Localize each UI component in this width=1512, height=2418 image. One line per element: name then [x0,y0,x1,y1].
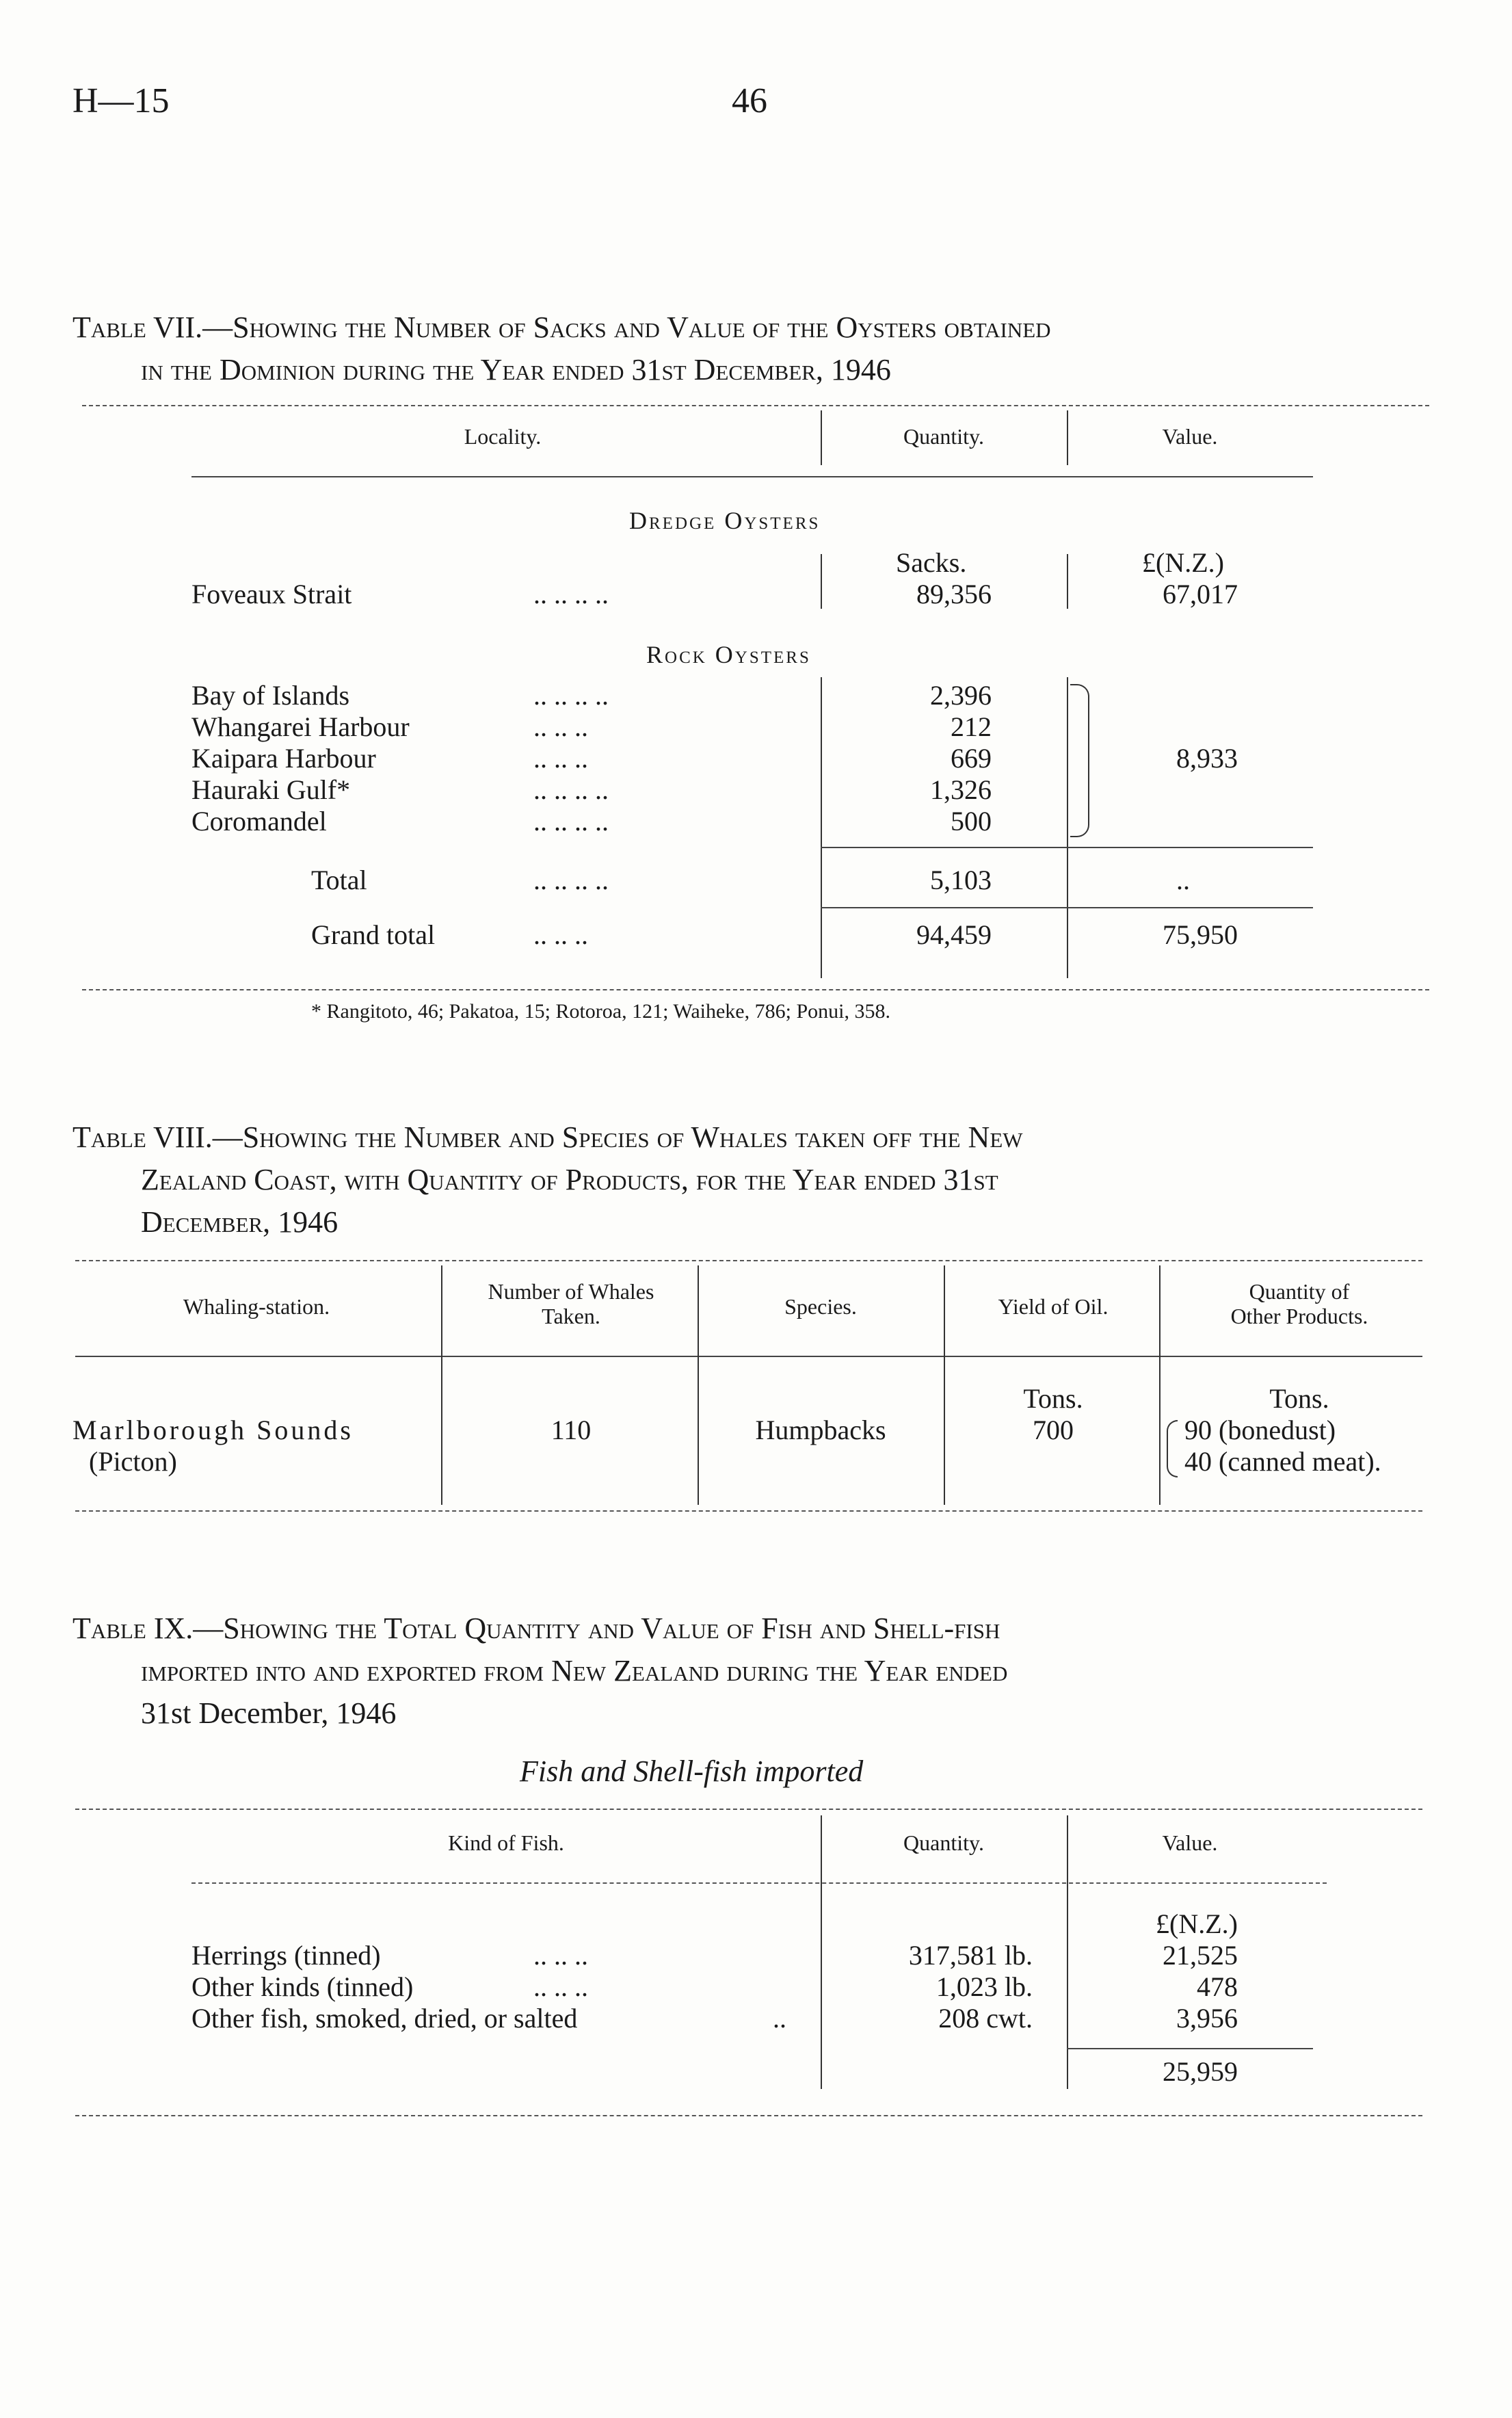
table7-rock-locality: Hauraki Gulf* [191,774,351,805]
table7-title [72,306,1427,391]
table7-rock-locality: Kaipara Harbour [191,743,376,774]
table9-row-quantity: 1,023 lb. [936,1971,1033,2002]
table8-col-number-line1: Number of Whales [488,1279,654,1304]
table7-rock-dots: .. .. .. [533,743,588,774]
table7-dredge-divider-2 [1067,554,1068,609]
table8-title-line2: Zealand Coast, with Quantity of Products, for the Year ended 31st [141,1163,998,1196]
table9-row-value: 478 [1197,1971,1238,2002]
table7-col-locality: Locality. [464,424,542,449]
table8-other-line2: 40 (canned meat). [1184,1446,1381,1477]
table7-rock-quantity: 669 [951,743,992,774]
table7-head-divider-1 [821,410,822,465]
table7-dredge-divider-1 [821,554,822,609]
table9-col-value: Value. [1162,1830,1218,1855]
table9-row-quantity: 208 cwt. [938,2003,1033,2034]
table9-col-kind: Kind of Fish. [448,1830,564,1855]
table8-divider-1 [441,1265,442,1505]
table7-rock-quantity: 212 [951,711,992,742]
table9-row-dots: .. .. .. [533,1971,588,2002]
table9-total-value: 25,959 [1163,2056,1238,2087]
table9-total-rule [1067,2048,1313,2049]
table7-grand-label: Grand total [311,919,436,950]
table7-rock-dots: .. .. .. .. [533,774,609,805]
table7-rock-quantity: 500 [951,806,992,837]
table7-head-divider-2 [1067,410,1068,465]
table7-title-line1: Table VII.—Showing the Number of Sacks and Value of the Oysters obtained [72,311,1051,344]
table8-title-line1: Table VIII.—Showing the Number and Species of Whales taken off the New [72,1120,1023,1154]
table7-dredge-quantity: 89,356 [916,579,992,609]
table7-col-value: Value. [1162,424,1218,449]
table7-bottom-rule [82,989,1429,990]
table7-rock-locality: Whangarei Harbour [191,711,410,742]
table9-row-kind: Other kinds (tinned) [191,1971,414,2002]
table9-title [72,1607,1427,1735]
table7-total-dots: .. .. .. .. [533,865,609,895]
table9-row-value: 3,956 [1176,2003,1238,2034]
table8-top-rule [75,1260,1422,1261]
table8-col-number-line2: Taken. [542,1304,600,1328]
table9-subheading: Fish and Shell-fish imported [520,1755,864,1788]
table8-unit-other: Tons. [1269,1383,1329,1414]
table7-body-divider-2 [1067,677,1068,978]
table8-species: Humpbacks [755,1415,886,1445]
table7-subtotal-rule [821,847,1313,848]
table8-col-species: Species. [784,1294,857,1319]
table8-col-other [1163,1279,1436,1328]
table7-rock-locality: Bay of Islands [191,680,350,711]
table8-head-rule [75,1356,1422,1357]
table7-unit-value: £(N.Z.) [1142,547,1224,578]
table8-yield: 700 [1033,1415,1074,1445]
table9-divider-1 [821,1815,822,2089]
table8-divider-3 [944,1265,945,1505]
table7-dredge-locality: Foveaux Strait [191,579,352,609]
table7-rock-value: 8,933 [1176,743,1238,774]
table7-rock-dots: .. .. .. .. [533,680,609,711]
table7-body-divider-1 [821,677,822,978]
table9-row-value: 21,525 [1163,1940,1238,1971]
table9-row-kind: Herrings (tinned) [191,1940,381,1971]
table7-top-rule [82,405,1429,406]
table9-row-dots: .. .. .. [533,1940,588,1971]
table8-divider-4 [1159,1265,1160,1505]
table9-title-line1: Table IX.—Showing the Total Quantity and Value of Fish and Shell-fish [72,1612,1000,1645]
table8-col-yield: Yield of Oil. [998,1294,1109,1319]
table7-grand-rule [821,907,1313,908]
table8-title-line3: December, 1946 [141,1205,339,1239]
table7-grand-quantity: 94,459 [916,919,992,950]
table7-total-label: Total [311,865,367,895]
table8-unit-yield: Tons. [1023,1383,1083,1414]
table7-unit-quantity: Sacks. [896,547,967,578]
page-reference: H—15 [72,81,170,120]
table7-rock-quantity: 1,326 [930,774,992,805]
table9-row-quantity: 317,581 lb. [908,1940,1033,1971]
table9-col-quantity: Quantity. [903,1830,984,1855]
table9-unit-value: £(N.Z.) [1156,1908,1238,1939]
table7-grand-value: 75,950 [1163,919,1238,950]
table7-footnote: * Rangitoto, 46; Pakatoa, 15; Rotoroa, 121; Waiheke, 786; Ponui, 358. [311,1000,890,1023]
table8-station-location: (Picton) [89,1446,177,1477]
table7-rock-dots: .. .. .. .. [533,806,609,837]
table7-title-line2: in the Dominion during the Year ended 31st December, 1946 [141,353,891,386]
table7-rock-dots: .. .. .. [533,711,588,742]
table8-number: 110 [551,1415,592,1445]
table7-grand-dots: .. .. .. [533,919,588,950]
table9-head-rule [191,1882,1327,1884]
table9-row-dots: .. [773,2003,786,2034]
table8-divider-2 [698,1265,699,1505]
table8-col-other-line2: Other Products. [1230,1304,1368,1328]
table9-title-line2: imported into and exported from New Zealand during the Year ended [141,1654,1008,1687]
table8-title [72,1116,1427,1244]
table9-bottom-rule [75,2115,1422,2116]
table7-section-dredge: Dredge Oysters [629,507,821,534]
table8-col-other-line1: Quantity of [1249,1279,1350,1304]
table8-station-name: Marlborough Sounds [72,1415,354,1445]
table9-row-kind: Other fish, smoked, dried, or salted [191,2003,578,2034]
table7-section-rock: Rock Oysters [646,641,811,668]
table9-top-rule [75,1809,1422,1810]
table9-title-line3: 31st December, 1946 [141,1696,397,1730]
table7-rock-locality: Coromandel [191,806,327,837]
table7-col-quantity: Quantity. [903,424,984,449]
page-number: 46 [732,81,767,120]
table8-col-number [445,1279,698,1328]
table7-dredge-dots: .. .. .. .. [533,579,609,609]
table7-head-rule [191,476,1313,477]
table8-other-line1: 90 (bonedust) [1184,1415,1336,1445]
table8-col-station: Whaling-station. [183,1294,330,1319]
table7-total-quantity: 5,103 [930,865,992,895]
table8-other-brace [1167,1420,1178,1477]
table8-bottom-rule [75,1510,1422,1512]
table7-total-value: .. [1176,865,1190,895]
table7-rock-quantity: 2,396 [930,680,992,711]
table7-dredge-value: 67,017 [1163,579,1238,609]
